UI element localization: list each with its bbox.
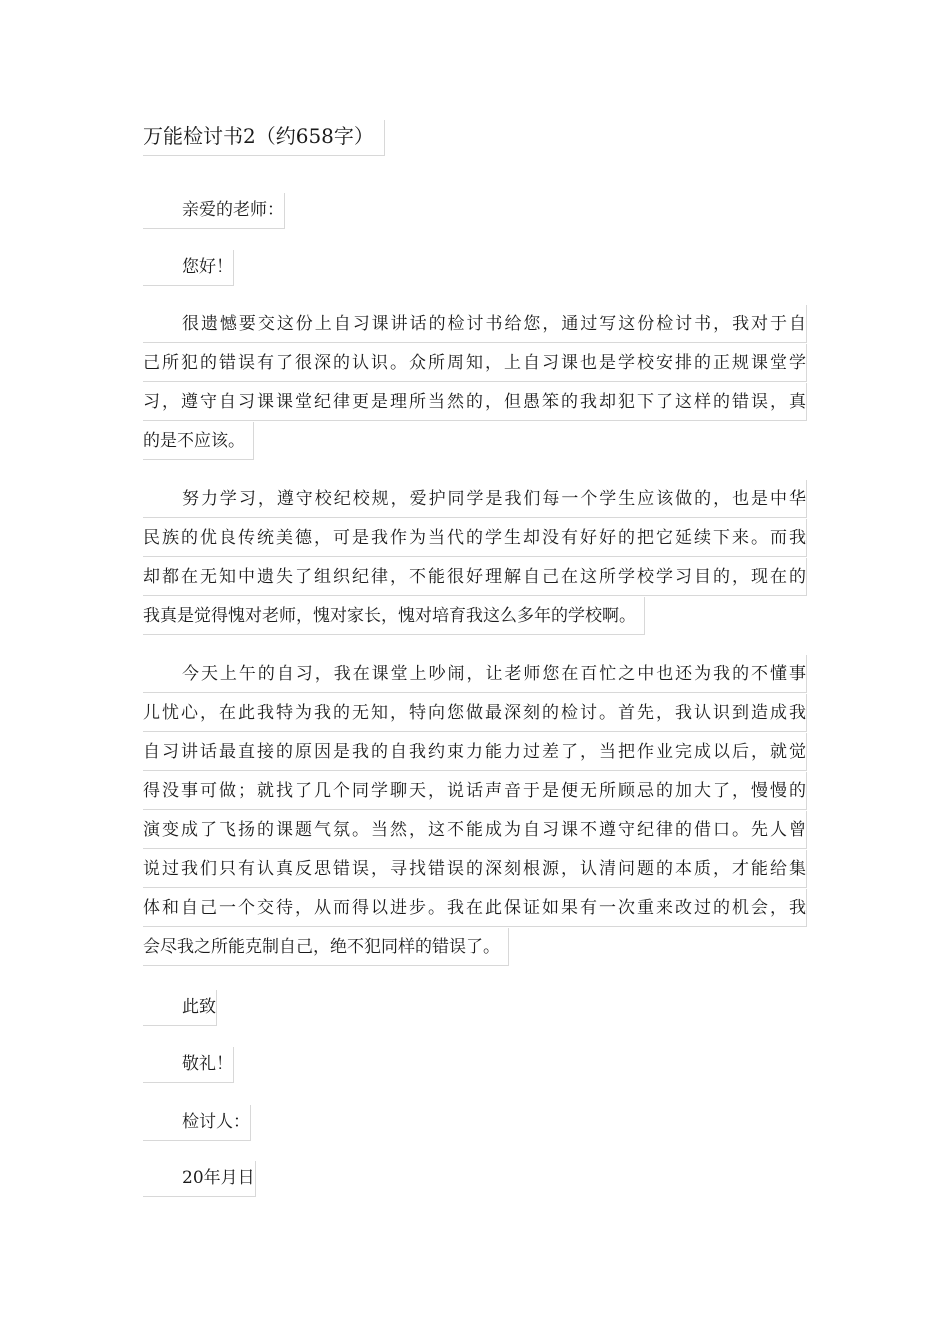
paragraph-line: 体和自己一个交待，从而得以进步。我在此保证如果有一次重来改过的机会，我 xyxy=(143,889,807,927)
paragraph-1 xyxy=(143,305,807,461)
paragraph-line: 民族的优良传统美德，可是我作为当代的学生却没有好好的把它延续下来。而我 xyxy=(143,519,807,557)
closing-line-1: 此致 xyxy=(143,990,217,1026)
greeting: 您好！ xyxy=(143,250,234,286)
paragraph-line: 习，遵守自习课课堂纪律更是理所当然的，但愚笨的我却犯下了这样的错误，真 xyxy=(143,383,807,421)
paragraph-line: 儿忧心，在此我特为我的无知，特向您做最深刻的检讨。首先，我认识到造成我 xyxy=(143,694,807,732)
paragraph-line: 的是不应该。 xyxy=(143,422,254,460)
date-line: 20年月日 xyxy=(143,1161,256,1197)
document-title: 万能检讨书2（约658字） xyxy=(143,120,385,156)
paragraph-line: 自习讲话最直接的原因是我的自我约束力能力过差了，当把作业完成以后，就觉 xyxy=(143,733,807,771)
salutation: 亲爱的老师： xyxy=(143,193,285,229)
paragraph-line: 说过我们只有认真反思错误，寻找错误的深刻根源，认清问题的本质，才能给集 xyxy=(143,850,807,888)
paragraph-line: 得没事可做；就找了几个同学聊天，说话声音于是便无所顾忌的加大了，慢慢的 xyxy=(143,772,807,810)
paragraph-line: 己所犯的错误有了很深的认识。众所周知，上自习课也是学校安排的正规课堂学 xyxy=(143,344,807,382)
paragraph-line: 会尽我之所能克制自己，绝不犯同样的错误了。 xyxy=(143,928,509,966)
paragraph-line: 演变成了飞扬的课题气氛。当然，这不能成为自习课不遵守纪律的借口。先人曾 xyxy=(143,811,807,849)
signer-label: 检讨人： xyxy=(143,1105,251,1141)
paragraph-line: 却都在无知中遗失了组织纪律，不能很好理解自己在这所学校学习目的，现在的 xyxy=(143,558,807,596)
paragraph-line: 努力学习，遵守校纪校规，爱护同学是我们每一个学生应该做的，也是中华 xyxy=(143,480,807,518)
paragraph-3 xyxy=(143,655,807,967)
paragraph-line: 很遗憾要交这份上自习课讲话的检讨书给您，通过写这份检讨书，我对于自 xyxy=(143,305,807,343)
paragraph-line: 我真是觉得愧对老师，愧对家长，愧对培育我这么多年的学校啊。 xyxy=(143,597,645,635)
paragraph-line: 今天上午的自习，我在课堂上吵闹，让老师您在百忙之中也还为我的不懂事 xyxy=(143,655,807,693)
paragraph-2 xyxy=(143,480,807,636)
closing-line-2: 敬礼！ xyxy=(143,1047,234,1083)
